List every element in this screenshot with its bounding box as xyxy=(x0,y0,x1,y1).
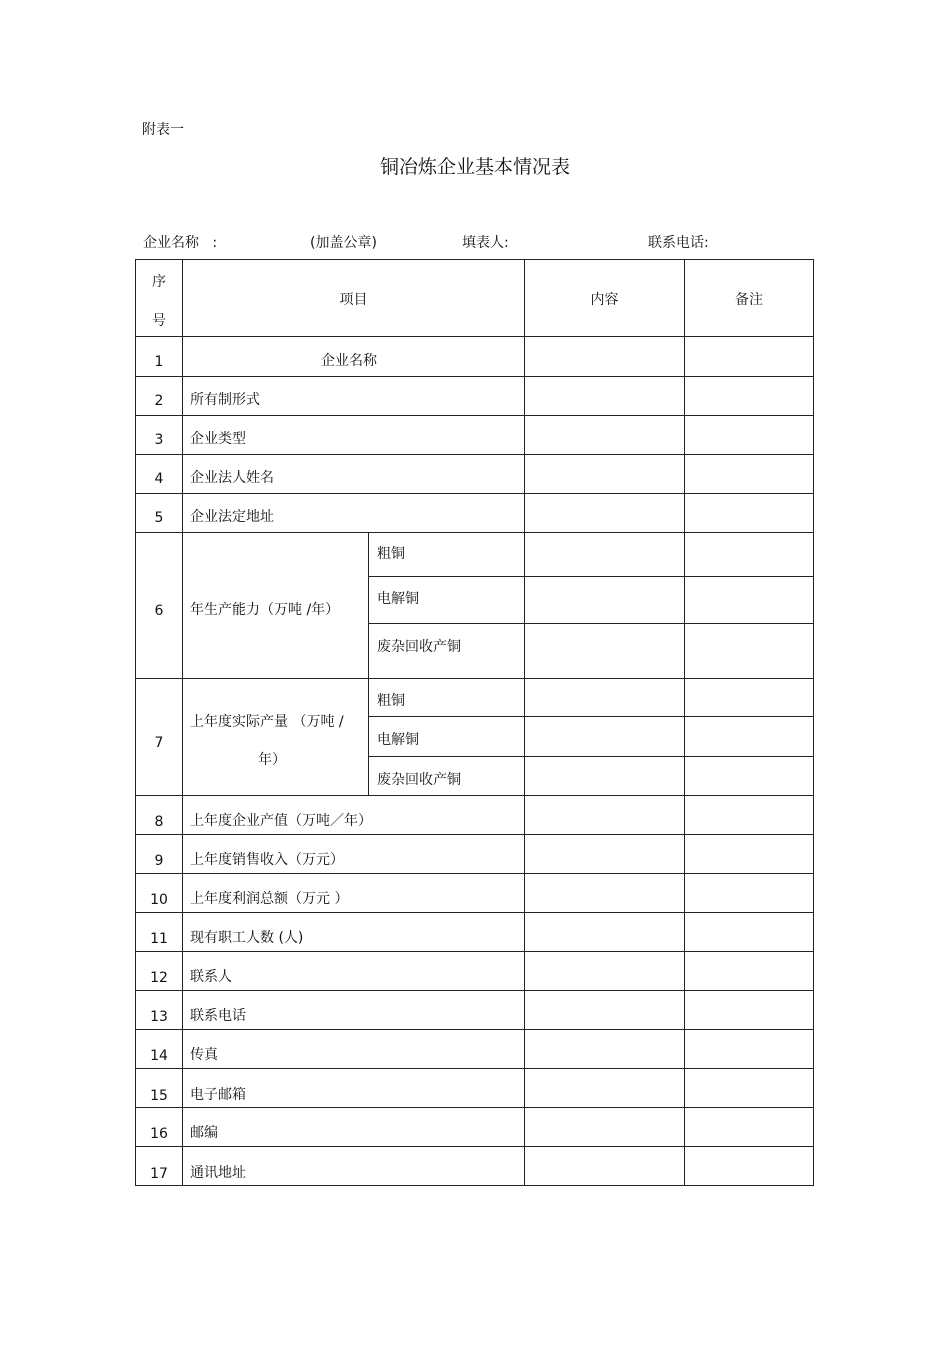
page-title: 铜冶炼企业基本情况表 xyxy=(379,156,570,178)
row-2-item: 所有制形式 xyxy=(190,392,260,408)
row-2-no: 2 xyxy=(154,393,164,409)
row-7-item-line-2: 年） xyxy=(258,752,286,768)
row-8-item: 上年度企业产值（万吨／年） xyxy=(190,813,372,829)
row-13-no: 13 xyxy=(150,1009,168,1025)
header-remark: 备注 xyxy=(735,292,763,308)
row-6-sub-2: 电解铜 xyxy=(377,591,419,607)
header-item: 项目 xyxy=(339,292,368,308)
row-8-no: 8 xyxy=(154,814,164,830)
row-7-sub-2: 电解铜 xyxy=(377,732,419,748)
row-6-sub-3: 废杂回收产铜 xyxy=(377,639,461,655)
row-14-item: 传真 xyxy=(190,1047,218,1063)
row-12-item: 联系人 xyxy=(190,969,232,985)
row-16-item: 邮编 xyxy=(190,1125,218,1141)
row-7-item-line-1: 上年度实际产量 （万吨 / xyxy=(190,714,344,730)
row-10-item: 上年度利润总额（万元 ） xyxy=(190,891,349,907)
header-seq-1: 序 xyxy=(152,274,166,290)
row-7-sub-1: 粗铜 xyxy=(377,693,405,709)
company-name-label: 企业名称 : xyxy=(143,235,218,251)
row-16-no: 16 xyxy=(150,1126,168,1142)
row-5-no: 5 xyxy=(154,510,164,526)
phone-label: 联系电话: xyxy=(648,235,709,251)
row-15-no: 15 xyxy=(150,1088,168,1104)
row-4-item: 企业法人姓名 xyxy=(190,470,274,486)
row-6-no: 6 xyxy=(154,603,164,619)
row-6-item: 年生产能力（万吨 /年） xyxy=(190,602,340,618)
header-seq-2: 号 xyxy=(152,313,166,329)
row-5-item: 企业法定地址 xyxy=(190,509,274,525)
row-3-no: 3 xyxy=(154,432,164,448)
row-1-no: 1 xyxy=(154,354,164,370)
row-3-item: 企业类型 xyxy=(190,431,246,447)
row-12-no: 12 xyxy=(150,970,168,986)
row-17-no: 17 xyxy=(150,1166,168,1182)
row-9-no: 9 xyxy=(154,853,164,869)
filler-label: 填表人: xyxy=(462,235,509,251)
row-17-item: 通讯地址 xyxy=(190,1165,246,1181)
annex-label: 附表一 xyxy=(142,122,184,138)
row-7-no: 7 xyxy=(154,735,164,751)
row-11-no: 11 xyxy=(150,931,168,947)
row-9-item: 上年度销售收入（万元） xyxy=(190,852,344,868)
row-10-no: 10 xyxy=(150,892,168,908)
row-11-item: 现有职工人数 (人) xyxy=(190,930,304,946)
row-14-no: 14 xyxy=(150,1048,168,1064)
seal-note: (加盖公章) xyxy=(310,235,377,251)
row-1-item: 企业名称 xyxy=(321,353,377,369)
row-4-no: 4 xyxy=(154,471,164,487)
row-13-item: 联系电话 xyxy=(190,1008,246,1024)
row-15-item: 电子邮箱 xyxy=(190,1087,246,1103)
header-content: 内容 xyxy=(590,292,619,308)
row-7-sub-3: 废杂回收产铜 xyxy=(377,772,461,788)
row-6-sub-1: 粗铜 xyxy=(377,546,405,562)
